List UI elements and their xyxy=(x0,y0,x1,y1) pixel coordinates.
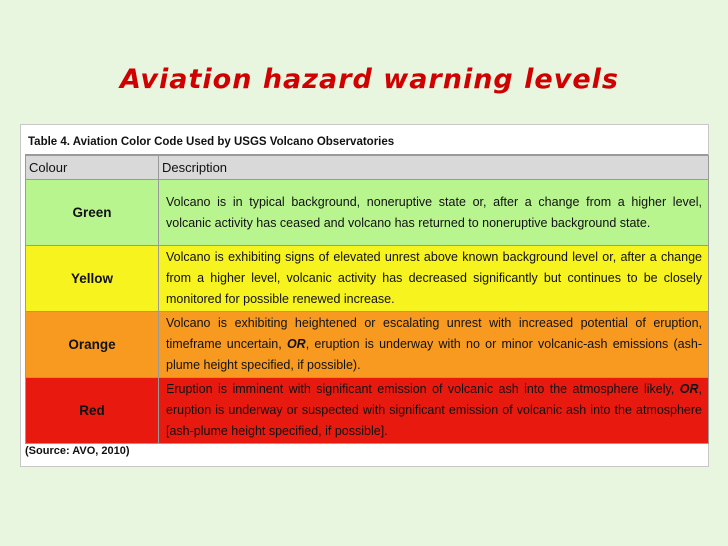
table-source-note: (Source: AVO, 2010) xyxy=(25,445,130,457)
table-row-orange xyxy=(26,312,709,378)
table-caption: Table 4. Aviation Color Code Used by USGS Volcano Observatories xyxy=(25,129,708,155)
level-cell-yellow: Yellow xyxy=(26,246,159,312)
description-column-header: Description xyxy=(159,156,709,180)
description-red-part-1: Eruption is imminent with significant emission of volcanic ash into the atmosphere likely, xyxy=(166,382,680,396)
level-cell-orange: Orange xyxy=(26,312,159,378)
level-cell-red: Red xyxy=(26,378,159,444)
description-cell-green: Volcano is in typical background, noneruptive state or, after a change from a higher level, volcanic activity has ceased and volcano has returned to noneruptive background state. xyxy=(159,180,709,246)
level-cell-green: Green xyxy=(26,180,159,246)
colour-column-header: Colour xyxy=(26,156,159,180)
description-cell-red xyxy=(159,378,709,444)
description-cell-yellow: Volcano is exhibiting signs of elevated unrest above known background level or, after a change from a higher level, volcanic activity has decreased significantly but continues to be closely monitored for possible renewed increase. xyxy=(159,246,709,312)
description-orange-part-1: Volcano is exhibiting heightened or escalating unrest with increased potential of eruption, timeframe uncertain, xyxy=(166,316,702,351)
description-orange-emphasis: OR xyxy=(286,337,306,351)
table-header-row xyxy=(26,156,709,180)
table-row-green xyxy=(26,180,709,246)
description-red-part-2: , eruption is underway or suspected with significant emission of volcanic ash into the atmosphere [ash-plume height specified, if possible]. xyxy=(166,382,702,438)
description-cell-orange xyxy=(159,312,709,378)
aviation-color-code-table xyxy=(25,155,709,444)
description-red-emphasis: OR xyxy=(679,382,699,396)
description-orange-part-2: , eruption is underway with no or minor volcanic-ash emissions (ash-plume height specified, if possible). xyxy=(166,337,702,372)
table-row-yellow xyxy=(26,246,709,312)
aviation-color-code-table-figure xyxy=(20,124,709,467)
table-row-red xyxy=(26,378,709,444)
slide-title: Aviation hazard warning levels xyxy=(120,64,619,95)
